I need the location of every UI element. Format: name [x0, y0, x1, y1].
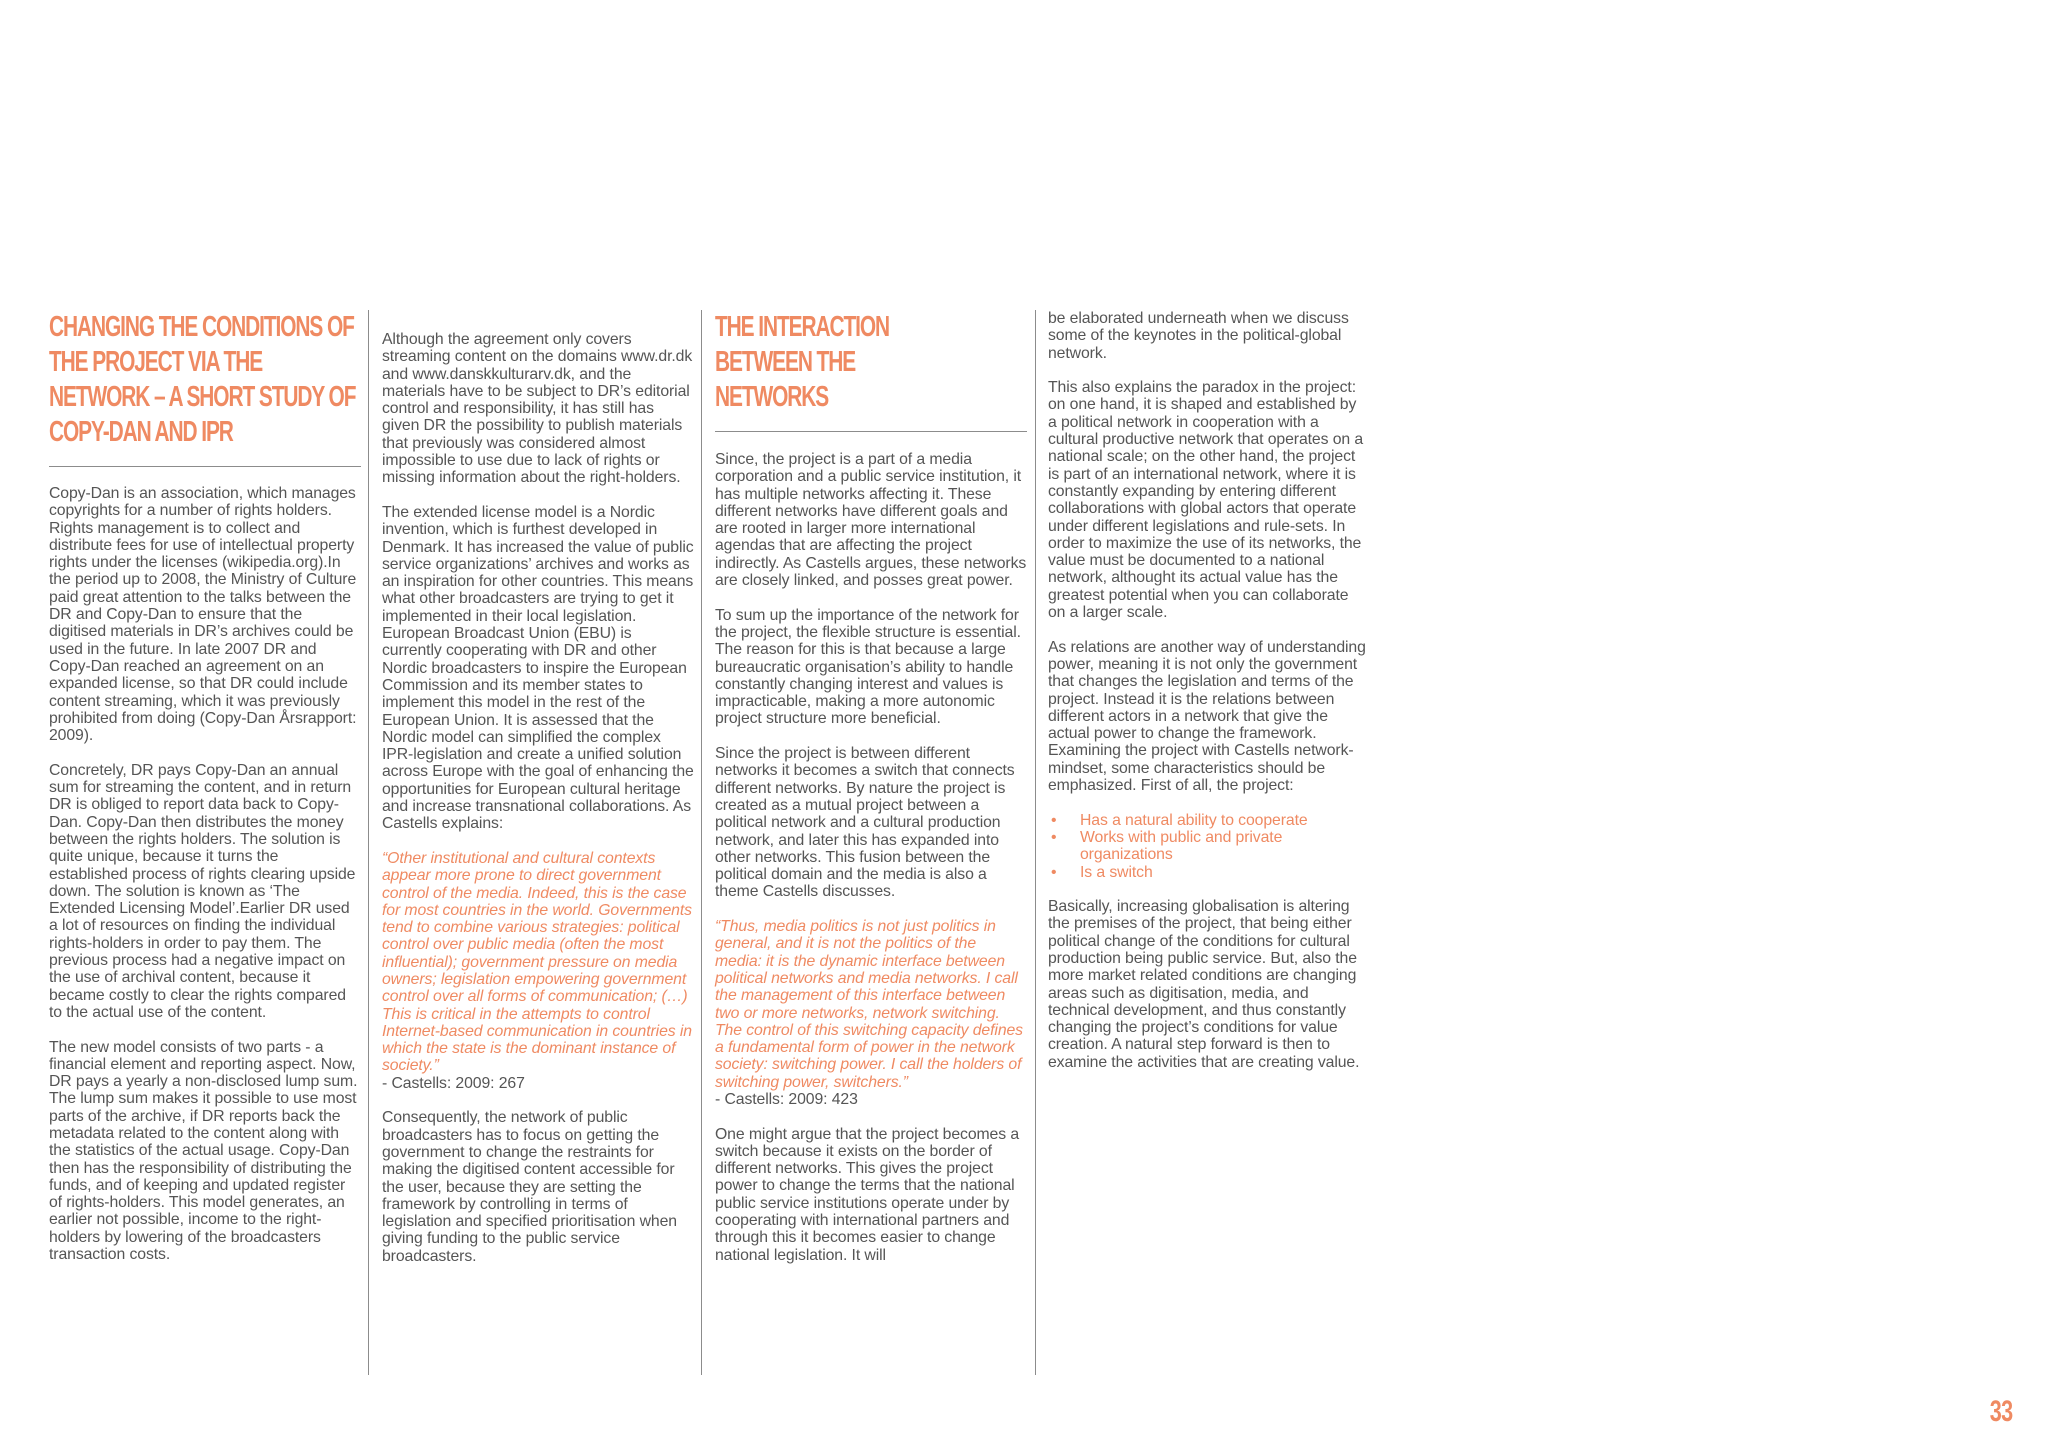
section-heading-interaction: THE INTERACTION BETWEEN THE NETWORKS: [715, 311, 890, 413]
column-4: [1048, 310, 1366, 1088]
paragraph: Since, the project is a part of a media corporation and a public service institution, it has multiple networks affecting it. These different networks have different goals and are rooted in larger more international agendas that are affecting the project indirectly. As Castells argues, these networks are closely linked, and posses great power.: [715, 451, 1027, 590]
paragraph: The new model consists of two parts - a financial element and reporting aspect. Now, DR pays a yearly a non-disclosed lump sum. The lump sum makes it possible to use most parts of the archive, if DR reports back the metadata related to the content along with the statistics of the actual usage. Copy-Dan then has the responsibility of distributing the funds, and of keeping and updated register of rights-holders. This model generates, an earlier not possible, income to the right-holders by lowering of the broadcasters transaction costs.: [49, 1038, 358, 1264]
paragraph: be elaborated underneath when we discuss some of the keynotes in the political-global network.: [1048, 310, 1349, 362]
column-1: [49, 310, 361, 1281]
heading-rule: [715, 431, 1027, 432]
paragraph: Since the project is between different networks it becomes a switch that connects different networks. By nature the project is created as a mutual project between a political network and a cultural production network, and later this has expanded into other networks. This fusion between the political domain and the media is also a theme Castells discusses.: [715, 745, 1015, 901]
paragraph: To sum up the importance of the network for the project, the flexible structure is essential. The reason for this is that because a large bureaucratic organisation’s ability to handle constantly changing interest and values is impracticable, making a more autonomic project structure more beneficial.: [715, 606, 1021, 728]
column-divider: [1035, 310, 1036, 1375]
quote-citation: - Castells: 2009: 423: [715, 1090, 858, 1108]
page-number: 33: [1989, 1395, 2012, 1428]
castells-quote: “Thus, media politics is not just politics in general, and it is not the politics of the media: it is the dynamic interface between political networks and media networks. I call the management of this interface between two or more networks, network switching. The control of this switching capacity defines a fundamental form of power in the network society: switching power. I call the holders of switching power, switchers.”: [715, 918, 1023, 1091]
characteristics-list: [1048, 812, 1366, 881]
paragraph: This also explains the paradox in the project: on one hand, it is shaped and established by a political network in cooperation with a cultural productive network that operates on a national scale; on the other hand, the project is part of an international network, where it is constantly expanding by entering different collaborations with global actors that operate under different legislations and rule-sets. In order to maximize the use of its networks, the value must be documented to a national network, althought its actual value has the greatest potential when you can collaborate on a larger scale.: [1048, 379, 1364, 622]
column-divider: [701, 310, 702, 1375]
paragraph: Consequently, the network of public broadcasters has to focus on getting the government to change the restraints for making the digitised content accessible for the user, because they are setting the framework by controlling in terms of legislation and specified prioritisation when giving funding to the public service broadcasters.: [382, 1109, 677, 1265]
paragraph: As relations are another way of understanding power, meaning it is not only the government that changes the legislation and terms of the project. Instead it is the relations between different actors in a network that give the actual power to change the framework. Examining the project with Castells network-mindset, some characteristics should be emphasized. First of all, the project:: [1048, 638, 1366, 795]
list-item: • Is a switch: [1080, 864, 1366, 881]
paragraph: Basically, increasing globalisation is altering the premises of the project, that being either political change of the conditions for cultural production being public service. But, also the more market related conditions are changing areas such as digitisation, media, and technical development, and thus constantly changing the project’s conditions for value creation. A natural step forward is then to examine the activities that are creating value.: [1048, 898, 1360, 1071]
list-item: • Works with public and private organizations: [1080, 829, 1366, 864]
paragraph: One might argue that the project becomes a switch because it exists on the border of different networks. This gives the project power to change the terms that the national public service institutions operate under by cooperating with international partners and through this it becomes easier to change national legislation. It will: [715, 1125, 1020, 1264]
paragraph: The extended license model is a Nordic invention, which is furthest developed in Denmark. It has increased the value of public service organizations’ archives and works as an inspiration for other countries. This means what other broadcasters are trying to get it implemented in their local legislation. European Broadcast Union (EBU) is currently cooperating with DR and other Nordic broadcasters to inspire the European Commission and its member states to implement this model in the rest of the European Union. It is assessed that the Nordic model can simplified the complex IPR-legislation and create a unified solution across Europe with the goal of enhancing the opportunities for European cultural heritage and increase transnational collaborations. As Castells explains:: [382, 503, 694, 833]
paragraph: Concretely, DR pays Copy-Dan an annual sum for streaming the content, and in return DR is obliged to report data back to Copy-Dan. Copy-Dan then distributes the money between the rights holders. The solution is quite unique, because it turns the established process of rights clearing upside down. The solution is known as ‘The Extended Licensing Model’.Earlier DR used a lot of resources on finding the individual rights-holders in order to pay them. The previous process had a negative impact on the use of archival content, because it became costly to clear the rights compared to the actual use of the content.: [49, 761, 356, 1021]
heading-rule: [49, 466, 361, 467]
section-heading-copy-dan: CHANGING THE CONDITIONS OF THE PROJECT VIA THE NETWORK – A SHORT STUDY OF COPY-DAN AND IPR: [49, 311, 356, 448]
column-divider: [368, 310, 369, 1375]
paragraph: Although the agreement only covers streaming content on the domains www.dr.dk and www.danskkulturarv.dk, and the materials have to be subject to DR’s editorial control and responsibility, it has still has given DR the possibility to publish materials that previously was considered almost impossible to use due to lack of rights or missing information about the right-holders.: [382, 331, 693, 487]
quote-citation: - Castells: 2009: 267: [382, 1074, 525, 1092]
column-2: [382, 331, 694, 1282]
column-3: [715, 310, 1027, 1281]
list-item: • Has a natural ability to cooperate: [1080, 812, 1366, 829]
paragraph: Copy-Dan is an association, which manages copyrights for a number of rights holders. Rights management is to collect and distribute fees for use of intellectual property rights under the licenses (wikipedia.org).In the period up to 2008, the Ministry of Culture paid great attention to the talks between the DR and Copy-Dan to ensure that the digitised materials in DR’s archives could be used in the future. In late 2007 DR and Copy-Dan reached an agreement on an expanded license, so that DR could include content streaming, which it was previously prohibited from doing (Copy-Dan Årsrapport: 2009).: [49, 485, 357, 745]
castells-quote: “Other institutional and cultural contexts appear more prone to direct government control of the media. Indeed, this is the case for most countries in the world. Governments tend to combine various strategies: political control over public media (often the most influential); government pressure on media owners; legislation empowering government control over all forms of communication; (…) This is critical in the attempts to control Internet-based communication in countries in which the state is the dominant instance of society.”: [382, 849, 692, 1075]
